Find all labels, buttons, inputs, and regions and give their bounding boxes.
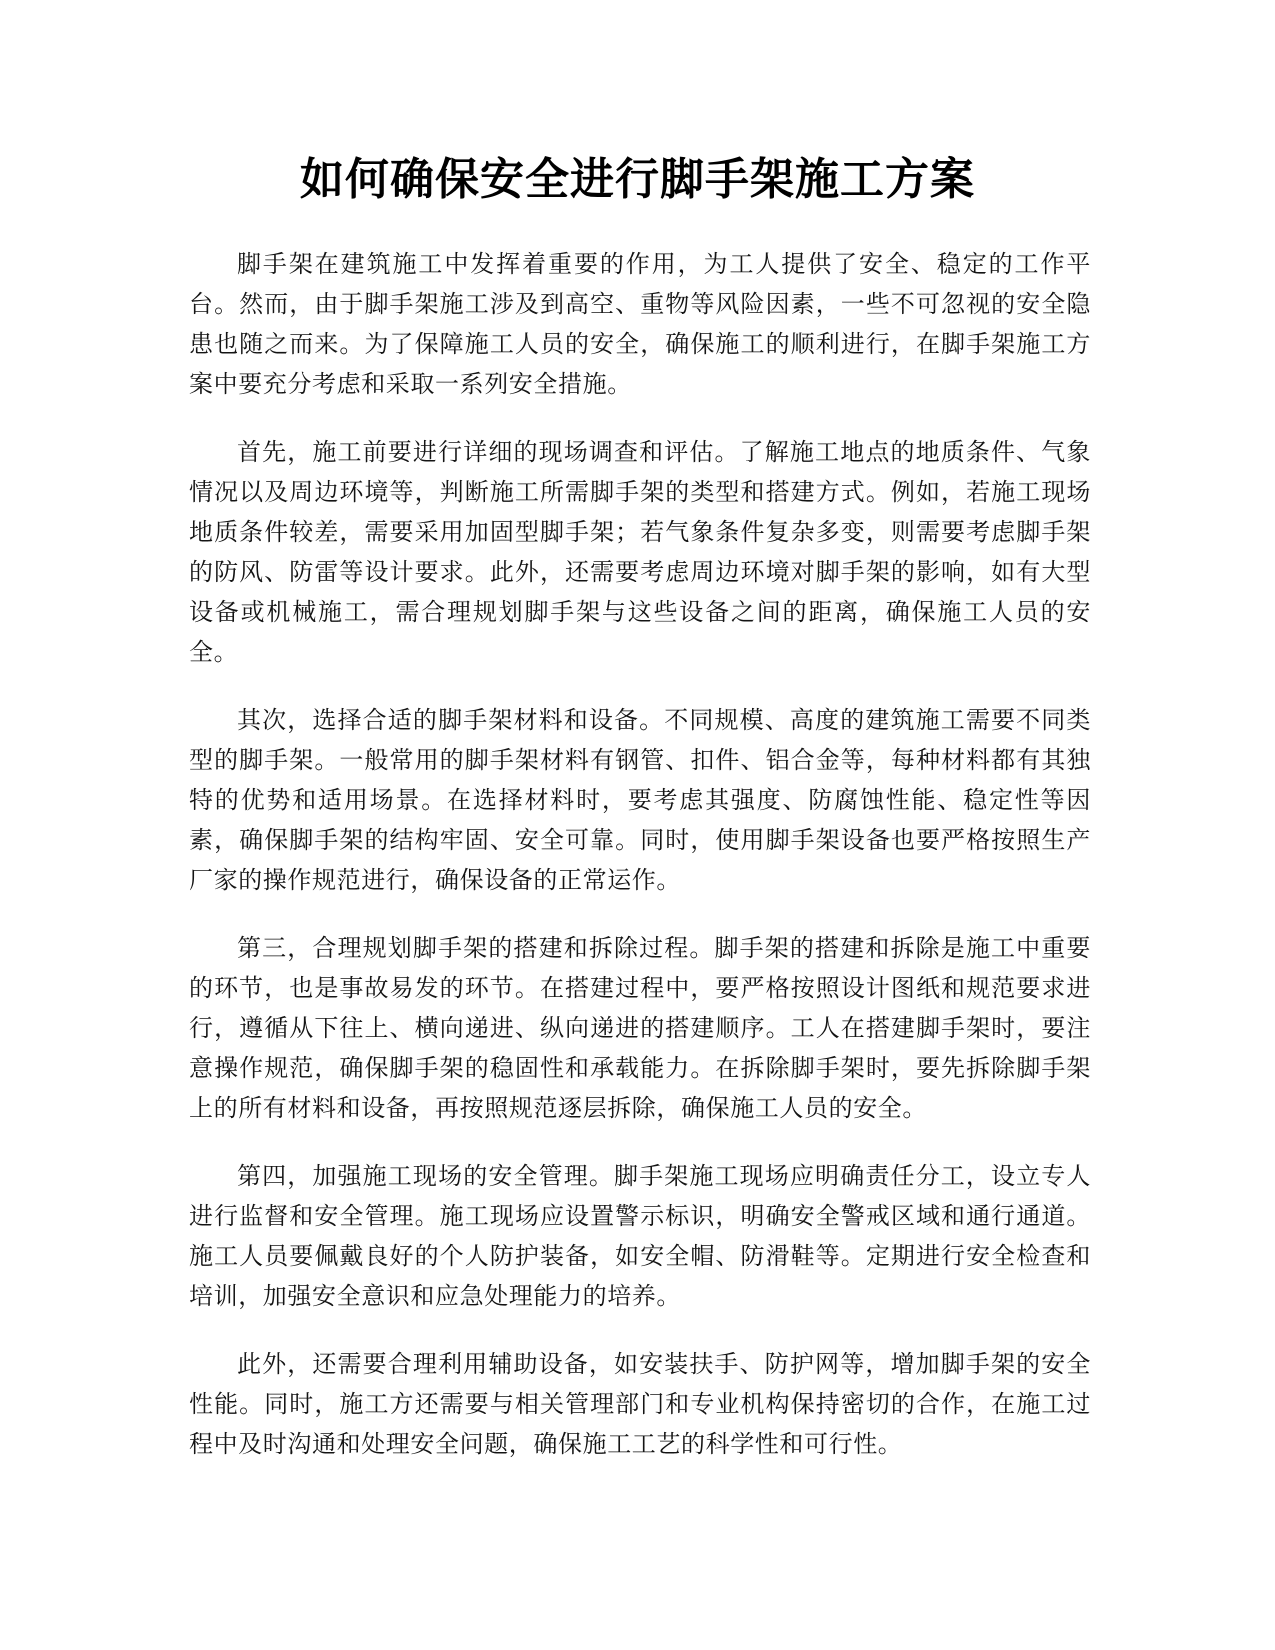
- paragraph-site-management: 第四，加强施工现场的安全管理。脚手架施工现场应明确责任分工，设立专人进行监督和安全管理。施工现场应设置警示标识，明确安全警戒区域和通行通道。施工人员要佩戴良好的个人防护装备，如安全帽、防滑鞋等。定期进行安全检查和培训，加强安全意识和应急处理能力的培养。: [189, 1162, 1091, 1310]
- document-title: 如何确保安全进行脚手架施工方案: [300, 154, 975, 205]
- paragraph-site-survey: 首先，施工前要进行详细的现场调查和评估。了解施工地点的地质条件、气象情况以及周边环境等，判断施工所需脚手架的类型和搭建方式。例如，若施工现场地质条件较差，需要采用加固型脚手架；若气象条件复杂多变，则需要考虑脚手架的防风、防雷等设计要求。此外，还需要考虑周边环境对脚手架的影响，如有大型设备或机械施工，需合理规划脚手架与这些设备之间的距离，确保施工人员的安全。: [189, 438, 1091, 666]
- paragraph-erection-dismantling: 第三，合理规划脚手架的搭建和拆除过程。脚手架的搭建和拆除是施工中重要的环节，也是事故易发的环节。在搭建过程中，要严格按照设计图纸和规范要求进行，遵循从下往上、横向递进、纵向递进的搭建顺序。工人在搭建脚手架时，要注意操作规范，确保脚手架的稳固性和承载能力。在拆除脚手架时，要先拆除脚手架上的所有材料和设备，再按照规范逐层拆除，确保施工人员的安全。: [189, 934, 1091, 1122]
- paragraph-intro: 脚手架在建筑施工中发挥着重要的作用，为工人提供了安全、稳定的工作平台。然而，由于脚手架施工涉及到高空、重物等风险因素，一些不可忽视的安全隐患也随之而来。为了保障施工人员的安全，确保施工的顺利进行，在脚手架施工方案中要充分考虑和采取一系列安全措施。: [189, 250, 1091, 398]
- document-body: [189, 244, 1091, 1492]
- paragraph-auxiliary-equipment: 此外，还需要合理利用辅助设备，如安装扶手、防护网等，增加脚手架的安全性能。同时，施工方还需要与相关管理部门和专业机构保持密切的合作，在施工过程中及时沟通和处理安全问题，确保施工工艺的科学性和可行性。: [189, 1350, 1091, 1458]
- paragraph-materials: 其次，选择合适的脚手架材料和设备。不同规模、高度的建筑施工需要不同类型的脚手架。一般常用的脚手架材料有钢管、扣件、铝合金等，每种材料都有其独特的优势和适用场景。在选择材料时，要考虑其强度、防腐蚀性能、稳定性等因素，确保脚手架的结构牢固、安全可靠。同时，使用脚手架设备也要严格按照生产厂家的操作规范进行，确保设备的正常运作。: [189, 706, 1091, 894]
